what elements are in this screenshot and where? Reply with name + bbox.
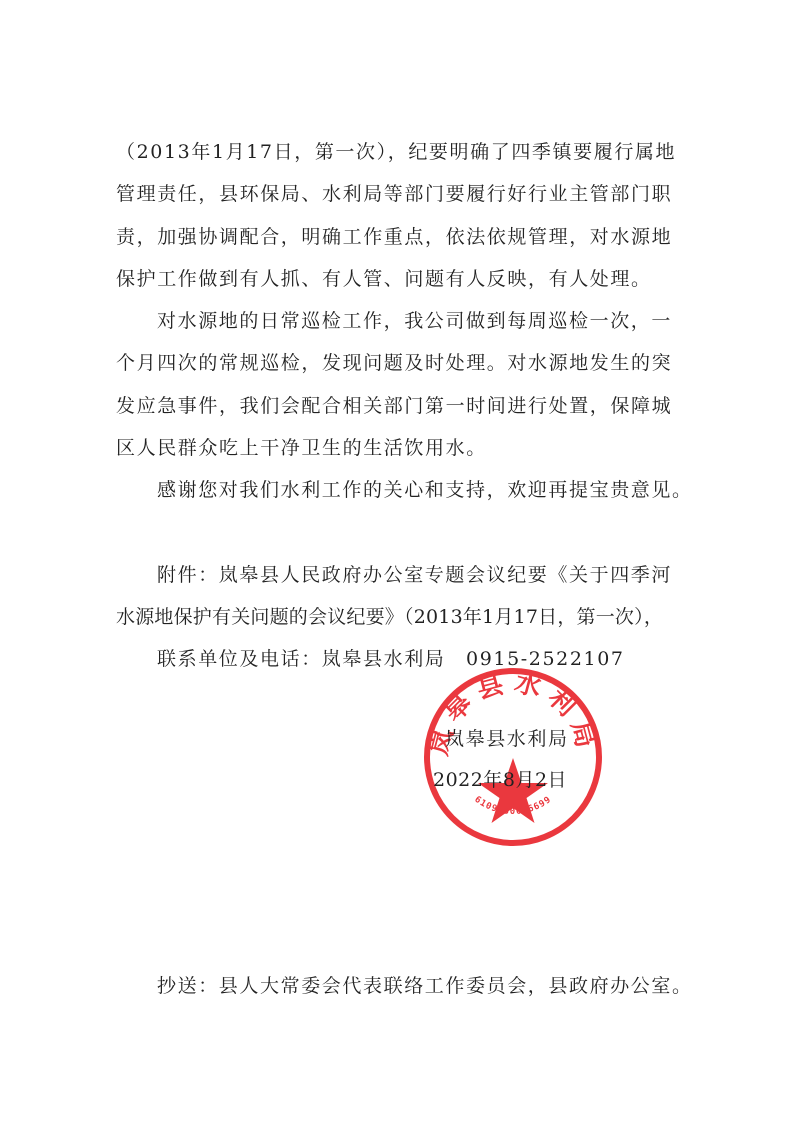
signature-org: 岚皋县水利局 [445,728,569,750]
seal-text: 岚皋县水利局 [423,667,603,759]
attachment-line-1: 附件：岚皋县人民政府办公室专题会议纪要《关于四季河 [157,564,673,586]
paragraph-1-line-1: （2013年1月17日，第一次），纪要明确了四季镇要履行属地 [116,141,677,163]
attachment-line-2: 水源地保护有关问题的会议纪要》（2013年1月17日，第一次）， [116,606,664,628]
signature-date: 2022年8月2日 [433,769,568,791]
paragraph-2-line-3: 发应急事件，我们会配合相关部门第一时间进行处置，保障城 [116,395,673,417]
paragraph-2-line-1: 对水源地的日常巡检工作，我公司做到每周巡检一次，一 [157,310,673,332]
paragraph-1-line-4: 保护工作做到有人抓、有人管、问题有人反映，有人处理。 [116,268,652,290]
cc-line: 抄送：县人大常委会代表联络工作委员会，县政府办公室。 [157,975,693,997]
paragraph-1-line-3: 责，加强协调配合，明确工作重点，依法依规管理，对水源地 [116,226,673,248]
official-seal [418,662,608,852]
paragraph-1-line-2: 管理责任，县环保局、水利局等部门要履行好行业主管部门职 [116,183,673,205]
contact-line: 联系单位及电话：岚皋县水利局 0915-2522107 [157,648,625,670]
paragraph-2-line-4: 区人民群众吃上干净卫生的生活饮用水。 [116,437,487,459]
paragraph-2-line-2: 个月四次的常规巡检，发现问题及时处理。对水源地发生的突 [116,352,673,374]
seal-number: 6109250006699 [472,794,554,818]
paragraph-3: 感谢您对我们水利工作的关心和支持，欢迎再提宝贵意见。 [157,479,693,501]
